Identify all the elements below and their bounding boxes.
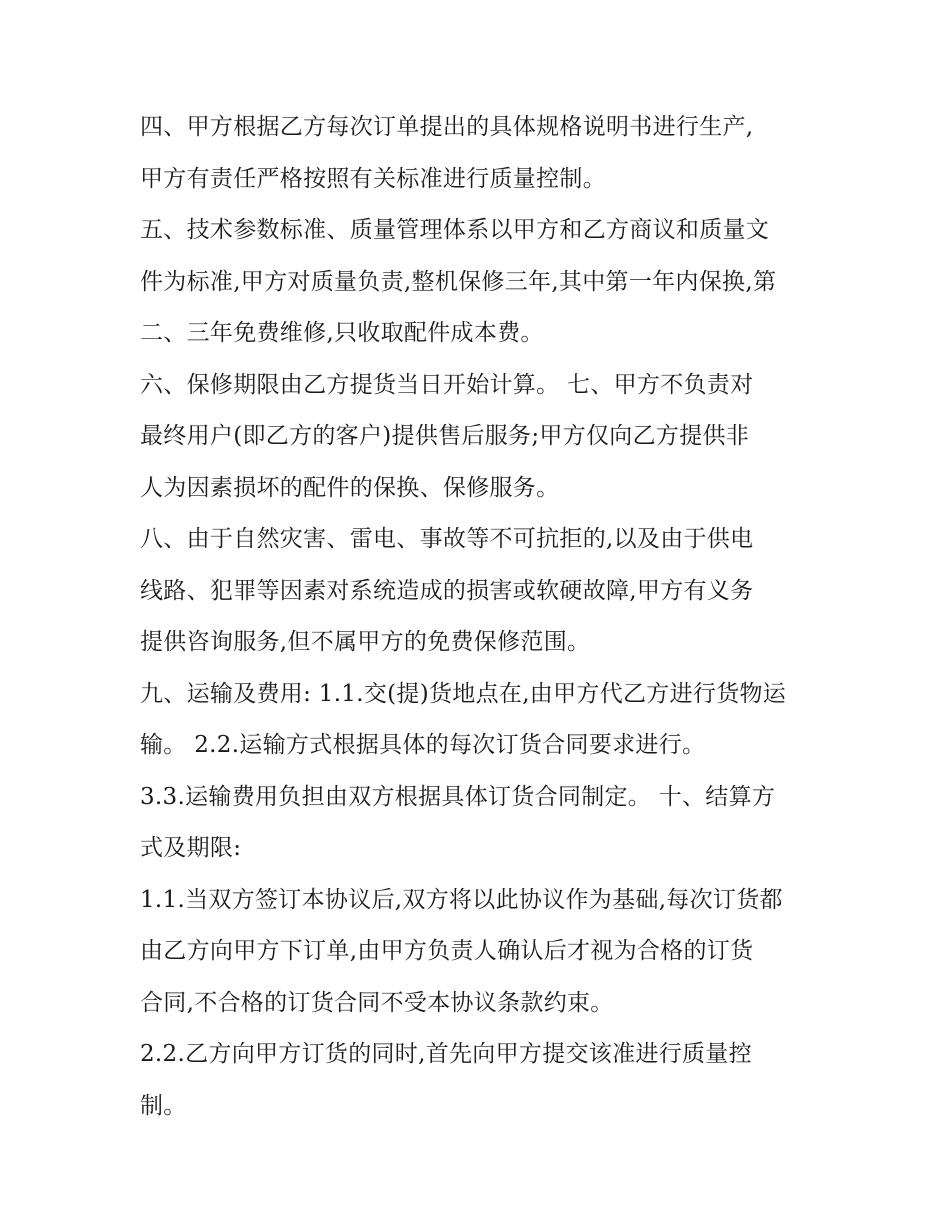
text-line: 式及期限: bbox=[140, 835, 242, 861]
text-line: 1.1.当双方签订本协议后,双方将以此协议作为基础,每次订货都 bbox=[140, 886, 783, 913]
text-line: 八、由于自然灾害、雷电、事故等不可抗拒的,以及由于供电 bbox=[140, 526, 754, 552]
text-line: 由乙方向甲方下订单,由甲方负责人确认后才视为合格的订货 bbox=[140, 938, 754, 964]
text-line: 线路、犯罪等因素对系统造成的损害或软硬故障,甲方有义务 bbox=[140, 577, 754, 604]
text-line: 最终用户(即乙方的客户)提供售后服务;甲方仅向乙方提供非 bbox=[140, 423, 750, 449]
text-line: 提供咨询服务,但不属甲方的免费保修范围。 bbox=[140, 629, 591, 655]
text-line: 制。 bbox=[140, 1092, 187, 1119]
text-line: 2.2.乙方向甲方订货的同时,首先向甲方提交该准进行质量控 bbox=[140, 1041, 752, 1067]
text-line: 合同,不合格的订货合同不受本协议条款约束。 bbox=[140, 989, 614, 1016]
text-line: 五、技术参数标准、质量管理体系以甲方和乙方商议和质量文 bbox=[140, 217, 770, 243]
text-line: 二、三年免费维修,只收取配件成本费。 bbox=[140, 320, 544, 346]
text-line: 人为因素损坏的配件的保换、保修服务。 bbox=[140, 474, 560, 501]
text-line: 甲方有责任严格按照有关标准进行质量控制。 bbox=[140, 165, 606, 192]
text-line: 3.3.运输费用负担由双方根据具体订货合同制定。 十、结算方 bbox=[140, 783, 776, 810]
text-line: 六、保修期限由乙方提货当日开始计算。 七、甲方不负责对 bbox=[140, 371, 754, 398]
document-body bbox=[140, 102, 830, 1132]
text-line: 件为标准,甲方对质量负责,整机保修三年,其中第一年内保换,第 bbox=[140, 268, 777, 295]
text-line: 四、甲方根据乙方每次订单提出的具体规格说明书进行生产, bbox=[140, 114, 754, 140]
text-line: 九、运输及费用: 1.1.交(提)货地点在,由甲方代乙方进行货物运 bbox=[140, 680, 787, 707]
text-line: 输。 2.2.运输方式根据具体的每次订货合同要求进行。 bbox=[140, 732, 706, 758]
